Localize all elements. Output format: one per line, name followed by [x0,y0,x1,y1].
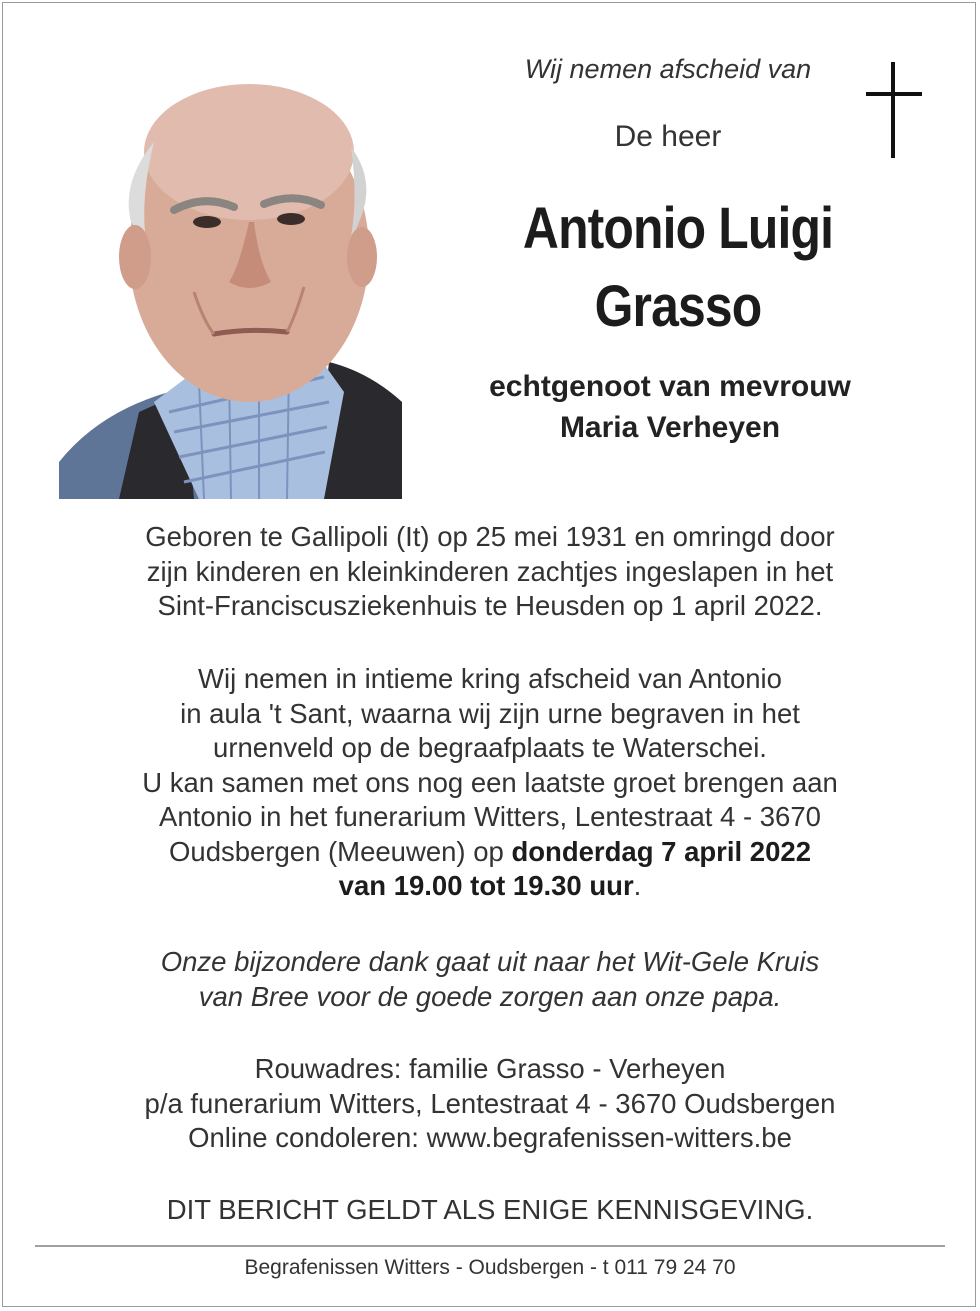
text-line: Online condoleren: www.begrafenissen-witters.be [188,1122,792,1153]
text-line: zijn kinderen en kleinkinderen zachtjes ingeslapen in het [146,555,834,587]
visit-time: van 19.00 tot 19.30 uur [338,870,634,901]
birth-death-paragraph [40,520,940,624]
text-line: Onze bijzondere dank gaat uit naar het Wit-Gele Kruis [160,946,820,977]
location-text: Oudsbergen (Meeuwen) op [169,835,512,867]
period: . [633,870,642,901]
notice-text: DIT BERICHT GELDT ALS ENIGE KENNISGEVING. [166,1194,814,1225]
divider [35,1245,945,1247]
text-line: urnenveld op de begraafplaats te Waterschei. [213,732,767,763]
cross-icon [864,62,924,160]
text-line: Sint-Franciscusziekenhuis te Heusden op 1 april 2022. [157,590,823,621]
portrait-photo [59,72,402,499]
deceased-name [482,190,874,346]
address-paragraph [40,1052,940,1156]
intro-text: Wij nemen afscheid van [524,54,812,84]
text-line: van Bree voor de goede zorgen aan onze papa. [198,980,782,1012]
text-line: Antonio in het funerarium Witters, Lentestraat 4 - 3670 [159,801,821,832]
text-line: Geboren te Gallipoli (It) op 25 mei 1931 en omringd door [145,521,835,552]
spouse-line-1: echtgenoot van mevrouw [489,370,851,403]
ceremony-paragraph [40,662,940,904]
text-line: p/a funerarium Witters, Lentestraat 4 - 3670 Oudsbergen [144,1087,836,1119]
footer-text: Begrafenissen Witters - Oudsbergen - t 011 79 24 70 [244,1256,736,1279]
text-line: Rouwadres: familie Grasso - Verheyen [254,1053,726,1084]
text-line: in aula 't Sant, waarna wij zijn urne begraven in het [180,697,800,729]
visit-date: donderdag 7 april 2022 [511,835,811,867]
honorific-title: De heer [614,120,722,153]
text-line [40,835,940,870]
spouse-info [430,366,910,448]
text-line: Wij nemen in intieme kring afscheid van Antonio [198,663,782,694]
name-line-2: Grasso [594,274,762,339]
thanks-paragraph [40,945,940,1014]
text-line: U kan samen met ons nog een laatste groet brengen aan [142,766,838,798]
spouse-line-2: Maria Verheyen [559,411,781,444]
text-line [40,869,940,904]
name-line-1: Antonio Luigi [522,196,834,261]
